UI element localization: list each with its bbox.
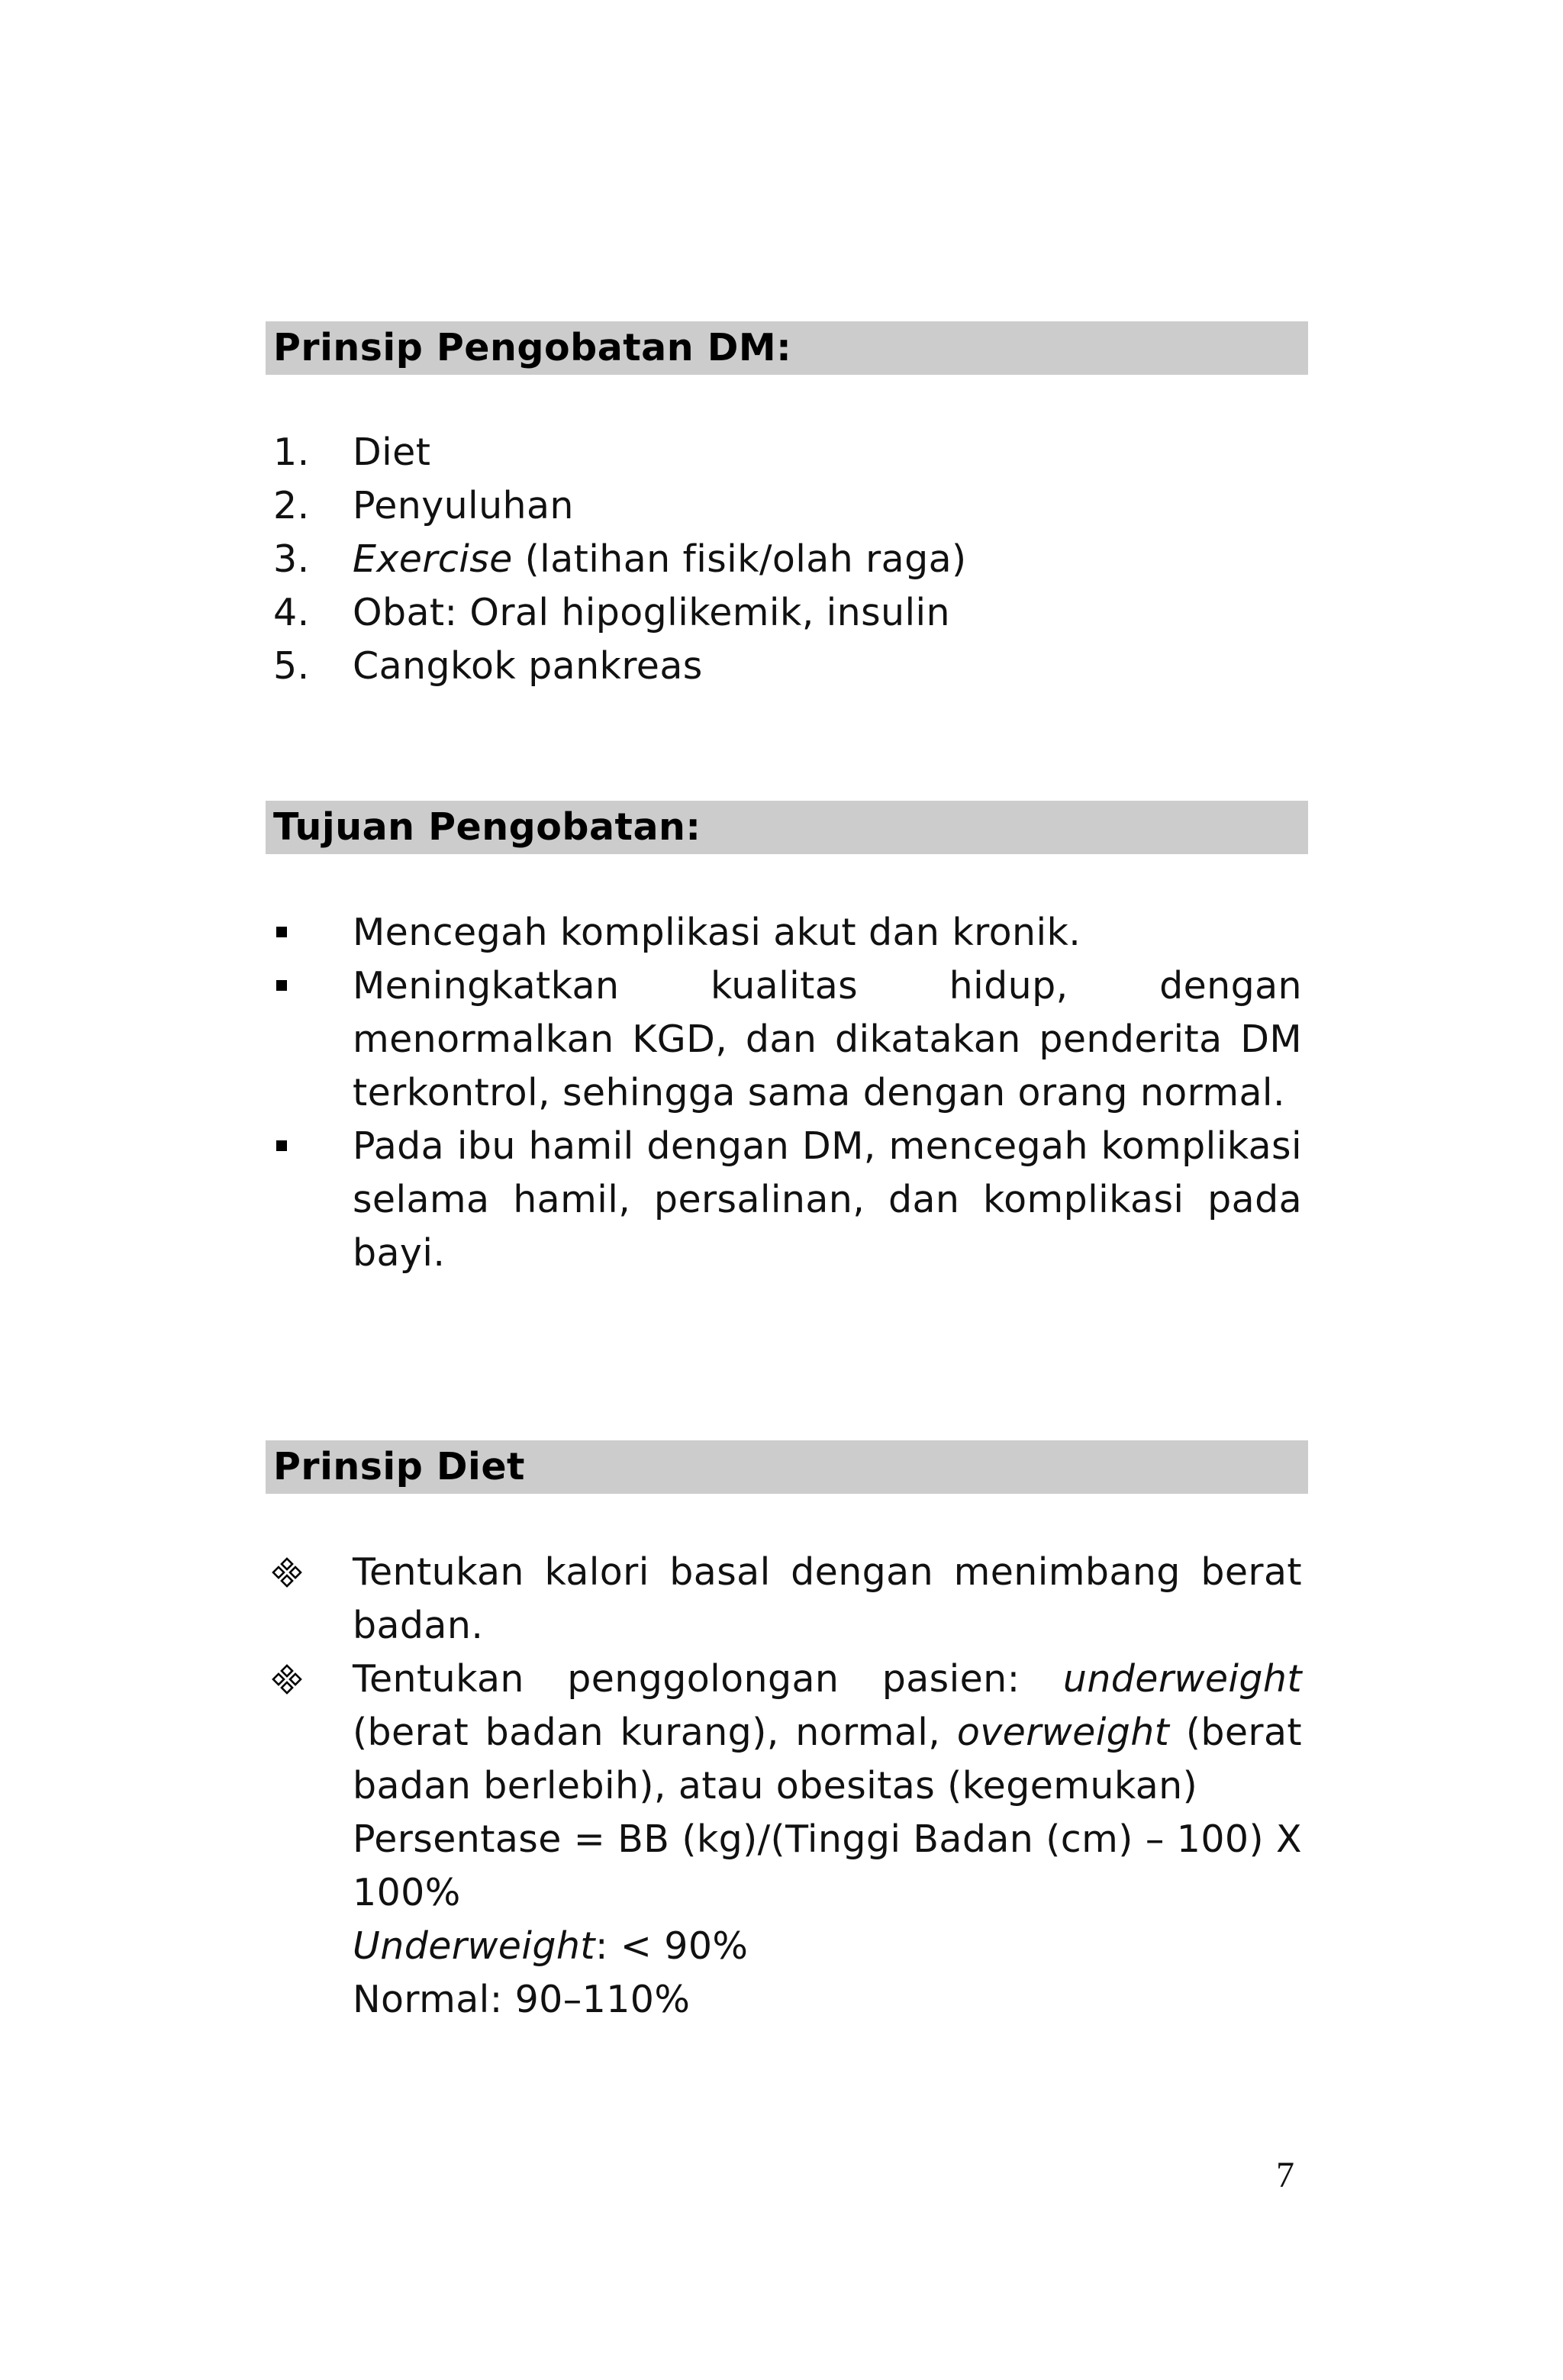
treatment-principles-list [266,426,1302,693]
list-item-text: Penyuluhan [353,484,574,527]
list-item-text: Obat: Oral hipoglikemik, insulin [353,591,950,634]
diet-principles-list [266,1546,1302,2027]
list-item [266,479,1302,533]
list-item [266,906,1302,959]
term-underweight: underweight [1062,1657,1302,1701]
list-item-text: Diet [353,431,431,474]
list-number: 3. [273,537,310,581]
list-item-text: Pada ibu hamil dengan DM, mencegah komplikasi selama hamil, persalinan, dan komplikasi pada bayi. [353,1124,1302,1275]
heading-treatment-goals: Tujuan Pengobatan: [266,801,1308,854]
list-number: 1. [273,431,310,474]
four-diamond-bullet-icon [272,1557,302,1588]
list-item-text: Mencegah komplikasi akut dan kronik. [353,911,1081,954]
list-item [266,959,1302,1120]
list-item-text: Cangkok pankreas [353,644,703,688]
treatment-goals-list [266,906,1302,1280]
list-number: 5. [273,644,310,688]
list-item-text: Tentukan kalori basal dengan menimbang berat badan. [353,1550,1302,1647]
four-diamond-bullet-icon [272,1664,302,1695]
heading-treatment-principles: Prinsip Pengobatan DM: [266,321,1308,375]
square-bullet-icon [276,1140,287,1151]
list-number: 2. [273,484,310,527]
list-item [266,1653,1302,2027]
list-item-text: Meningkatkan kualitas hidup, dengan menormalkan KGD, dan dikatakan penderita DM terkontrol, sehingga sama dengan orang normal. [353,964,1302,1114]
list-item [266,426,1302,479]
underweight-threshold [353,1920,1302,1973]
underweight-value: : < 90% [595,1924,749,1968]
square-bullet-icon [276,980,287,991]
normal-threshold: Normal: 90–110% [353,1978,691,2021]
list-number: 4. [273,591,310,634]
page-number: 7 [1276,2155,1294,2195]
classification-text: (berat badan berlebih), atau obesitas (kegemukan) [353,1711,1302,1808]
percentage-formula: Persentase = BB (kg)/(Tinggi Badan (cm) – 100) X 100% [353,1817,1302,1914]
list-item [266,533,1302,586]
underweight-label: Underweight [353,1924,595,1968]
list-item-text: (latihan fisik/olah raga) [512,537,967,581]
list-item [266,1546,1302,1653]
list-item-emphasis: Exercise [353,537,513,581]
square-bullet-icon [276,927,287,937]
classification-text: (berat badan kurang), normal, [353,1711,957,1754]
classification-paragraph [353,1657,1302,1808]
list-item [266,640,1302,693]
classification-text: Tentukan penggolongan pasien: [353,1657,1063,1701]
heading-diet-principles: Prinsip Diet [266,1440,1308,1494]
list-item [266,586,1302,640]
list-item [266,1120,1302,1280]
term-overweight: overweight [956,1711,1170,1754]
